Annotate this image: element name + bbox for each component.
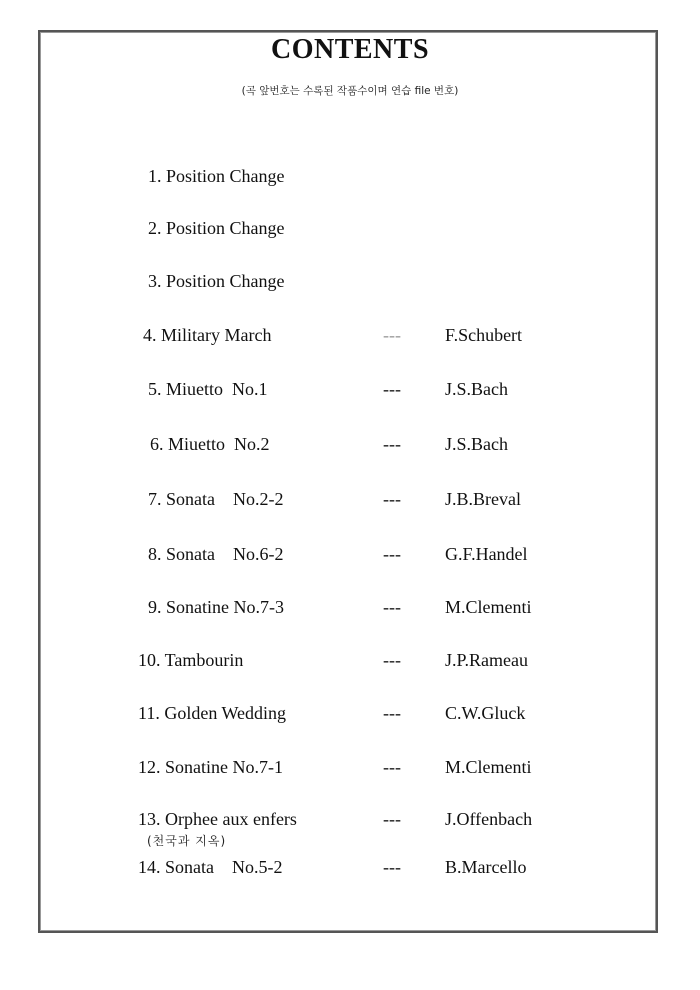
- toc-entry-note: (천국과 지옥): [147, 834, 227, 848]
- toc-entry-title: 6. Miuetto No.2: [150, 434, 270, 454]
- toc-entry-title: 5. Miuetto No.1: [148, 379, 268, 399]
- toc-entry-3: [0, 269, 700, 293]
- toc-entry-7: [0, 487, 700, 511]
- toc-entry-title: 9. Sonatine No.7-3: [148, 597, 284, 617]
- toc-entry-separator: ---: [383, 809, 401, 829]
- toc-entry-12: [0, 755, 700, 779]
- toc-entry-6: [0, 432, 700, 456]
- toc-entry-separator: ---: [383, 434, 401, 454]
- toc-entry-composer: G.F.Handel: [445, 544, 528, 564]
- toc-entry-separator: ---: [383, 544, 401, 564]
- toc-entry-13: [0, 807, 700, 831]
- toc-entry-separator: ---: [383, 325, 401, 345]
- toc-entry-title: 10. Tambourin: [138, 650, 244, 670]
- toc-entry-11: [0, 701, 700, 725]
- toc-entry-title: 8. Sonata No.6-2: [148, 544, 284, 564]
- toc-entry-title: 1. Position Change: [148, 166, 285, 186]
- toc-entry-14: [0, 855, 700, 879]
- toc-entry-2: [0, 216, 700, 240]
- page-title: CONTENTS: [270, 34, 430, 65]
- toc-entry-separator: ---: [383, 650, 401, 670]
- toc-entry-title: 2. Position Change: [148, 218, 285, 238]
- toc-entry-9: [0, 595, 700, 619]
- toc-entry-title: 14. Sonata No.5-2: [138, 857, 283, 877]
- toc-entry-composer: J.P.Rameau: [445, 650, 528, 670]
- toc-entry-1: [0, 164, 700, 188]
- toc-entry-separator: ---: [383, 857, 401, 877]
- toc-entry-composer: J.S.Bach: [445, 434, 508, 454]
- toc-entry-8: [0, 542, 700, 566]
- toc-entry-5: [0, 377, 700, 401]
- toc-entry-title: 11. Golden Wedding: [138, 703, 287, 723]
- toc-entry-separator: ---: [383, 597, 401, 617]
- toc-entry-separator: ---: [383, 379, 401, 399]
- toc-entry-composer: B.Marcello: [445, 857, 527, 877]
- toc-entry-10: [0, 648, 700, 672]
- toc-entry-composer: M.Clementi: [445, 757, 532, 777]
- toc-entry-title: 3. Position Change: [148, 271, 285, 291]
- toc-entry-separator: ---: [383, 703, 401, 723]
- toc-entry-composer: J.S.Bach: [445, 379, 508, 399]
- toc-entry-separator: ---: [383, 757, 401, 777]
- toc-entry-composer: J.Offenbach: [445, 809, 533, 829]
- toc-entry-composer: F.Schubert: [445, 325, 523, 345]
- page-subtitle: (곡 앞번호는 수록된 작품수이며 연습 file 번호): [241, 85, 459, 97]
- toc-entry-composer: C.W.Gluck: [445, 703, 526, 723]
- toc-entry-4: [0, 323, 700, 347]
- toc-entry-title: 12. Sonatine No.7-1: [138, 757, 283, 777]
- toc-entry-composer: J.B.Breval: [445, 489, 521, 509]
- toc-entry-separator: ---: [383, 489, 401, 509]
- toc-entry-title: 7. Sonata No.2-2: [148, 489, 284, 509]
- toc-entry-title: 4. Military March: [143, 325, 272, 345]
- toc-entry-title: 13. Orphee aux enfers: [138, 809, 297, 829]
- toc-entry-composer: M.Clementi: [445, 597, 532, 617]
